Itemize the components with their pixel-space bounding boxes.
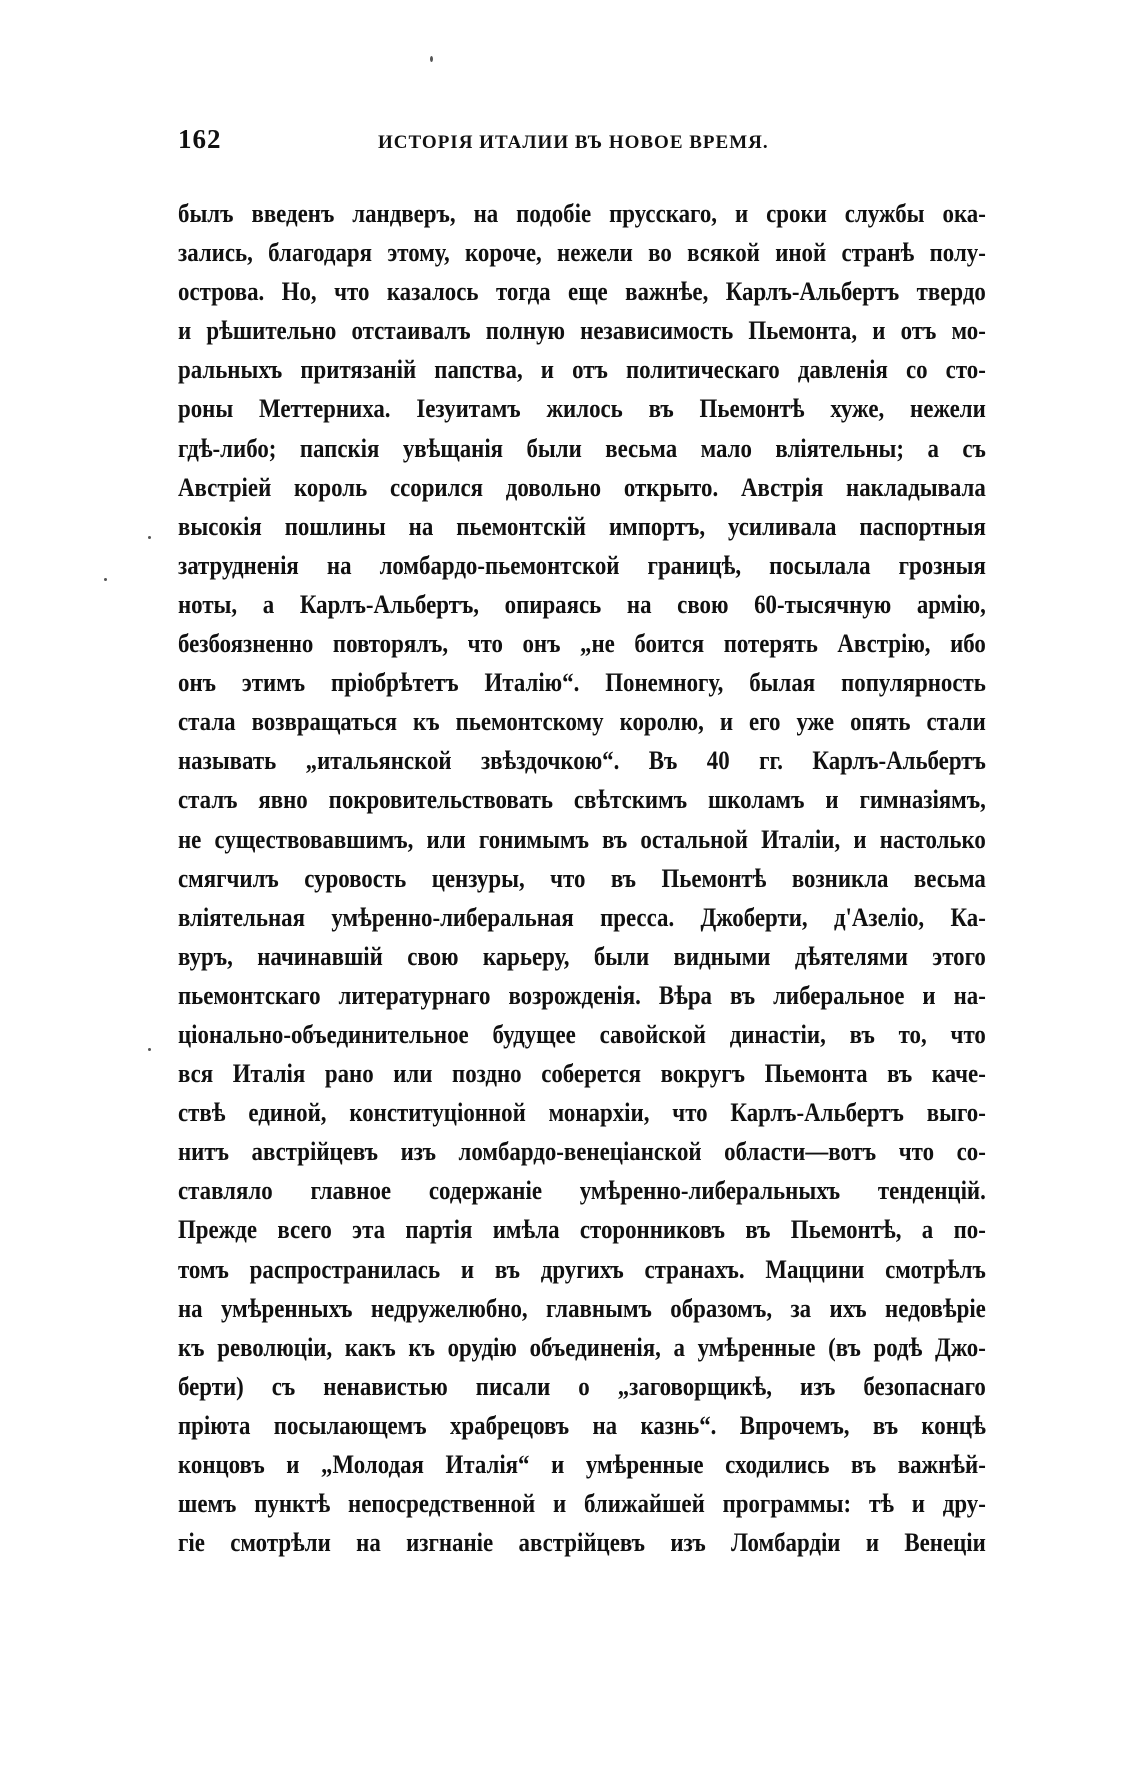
text-line: стала возвращаться къ пьемонтскому королю, и его уже опять стали: [178, 707, 986, 737]
text-line: ставляло главное содержаніе умѣренно-либеральныхъ тенденцій.: [178, 1176, 986, 1206]
text-line: къ революціи, какъ къ орудію объединенія, а умѣренные (въ родѣ Джо-: [178, 1332, 986, 1362]
page-header: [178, 124, 986, 164]
text-line: ствѣ единой, конституціонной монархіи, что Карлъ-Альбертъ выго-: [178, 1098, 986, 1128]
text-line: и рѣшительно отстаивалъ полную независимость Пьемонта, и отъ мо-: [178, 316, 986, 346]
text-line: ціонально-объединительное будущее савойской династіи, въ то, что: [178, 1019, 986, 1049]
text-line: былъ введенъ ландверъ, на подобіе прусскаго, и сроки службы ока-: [178, 199, 986, 228]
text-line: сталъ явно покровительствовать свѣтскимъ школамъ и гимназіямъ,: [178, 785, 986, 815]
text-line: не существовавшимъ, или гонимымъ въ остальной Италіи, и настолько: [178, 824, 986, 854]
text-line: концовъ и „Молодая Италія“ и умѣренные сходились въ важнѣй-: [178, 1450, 986, 1479]
text-line: высокія пошлины на пьемонтскій импортъ, усиливала паспортныя: [178, 511, 986, 541]
text-line: гдѣ-либо; папскія увѣщанія были весьма мало вліятельны; а съ: [178, 433, 986, 463]
text-line: пріюта посылающемъ храбрецовъ на казнь“. Впрочемъ, въ концѣ: [178, 1410, 986, 1440]
text-line: безбоязненно повторялъ, что онъ „не боится потерять Австрію, ибо: [178, 629, 986, 659]
text-line: ральныхъ притязаній папства, и отъ политическаго давленія со сто-: [178, 355, 986, 385]
text-line: ноты, а Карлъ-Альбертъ, опираясь на свою 60-тысячную армію,: [178, 589, 986, 619]
text-line: шемъ пунктѣ непосредственной и ближайшей программы: тѣ и дру-: [178, 1489, 986, 1519]
text-line: зались, благодаря этому, короче, нежели во всякой иной странѣ полу-: [178, 238, 986, 268]
text-line: острова. Но, что казалось тогда еще важнѣе, Карлъ-Альбертъ твердо: [178, 277, 986, 307]
text-line: пьемонтскаго литературнаго возрожденія. Вѣра въ либеральное и на-: [178, 980, 986, 1010]
text-line: онъ этимъ пріобрѣтетъ Италію“. Понемногу, былая популярность: [178, 668, 986, 698]
text-line: гіе смотрѣли на изгнаніе австрійцевъ изъ Ломбардіи и Венеціи: [178, 1528, 986, 1558]
text-line: роны Меттерниха. Іезуитамъ жилось въ Пьемонтѣ хуже, нежели: [178, 394, 986, 424]
paper-speck: [148, 1048, 151, 1051]
text-line: смягчилъ суровость цензуры, что въ Пьемонтѣ возникла весьма: [178, 863, 986, 893]
text-line: нитъ австрійцевъ изъ ломбардо-венеціанской области—вотъ что со-: [178, 1137, 986, 1167]
text-line: вліятельная умѣренно-либеральная пресса. Джоберти, д'Азеліо, Ка-: [178, 902, 986, 932]
text-line: берти) съ ненавистью писали о „заговорщикѣ, изъ безопаснаго: [178, 1371, 986, 1401]
text-line: затрудненія на ломбардо-пьемонтской границѣ, посылала грозныя: [178, 550, 986, 580]
text-line: вуръ, начинавшій свою карьеру, были видными дѣятелями этого: [178, 941, 986, 971]
text-line: на умѣренныхъ недружелюбно, главнымъ образомъ, за ихъ недовѣріе: [178, 1293, 986, 1323]
text-line: томъ распространилась и въ другихъ странахъ. Маццини смотрѣлъ: [178, 1254, 986, 1284]
paper-speck: [430, 56, 433, 62]
text-line: вся Италія рано или поздно соберется вокругъ Пьемонта въ каче-: [178, 1059, 986, 1089]
text-line: называть „итальянской звѣздочкою“. Въ 40 гг. Карлъ-Альбертъ: [178, 746, 986, 776]
running-title: ИСТОРІЯ ИТАЛИИ ВЪ НОВОЕ ВРЕМЯ.: [378, 132, 769, 153]
page-number: 162: [178, 124, 222, 154]
body-text: [178, 194, 986, 1562]
paper-speck: [148, 536, 151, 539]
text-line: Австріей король ссорился довольно открыто. Австрія накладывала: [178, 472, 986, 502]
text-line: Прежде всего эта партія имѣла сторонниковъ въ Пьемонтѣ, а по-: [178, 1215, 986, 1245]
paper-speck: [104, 578, 107, 581]
